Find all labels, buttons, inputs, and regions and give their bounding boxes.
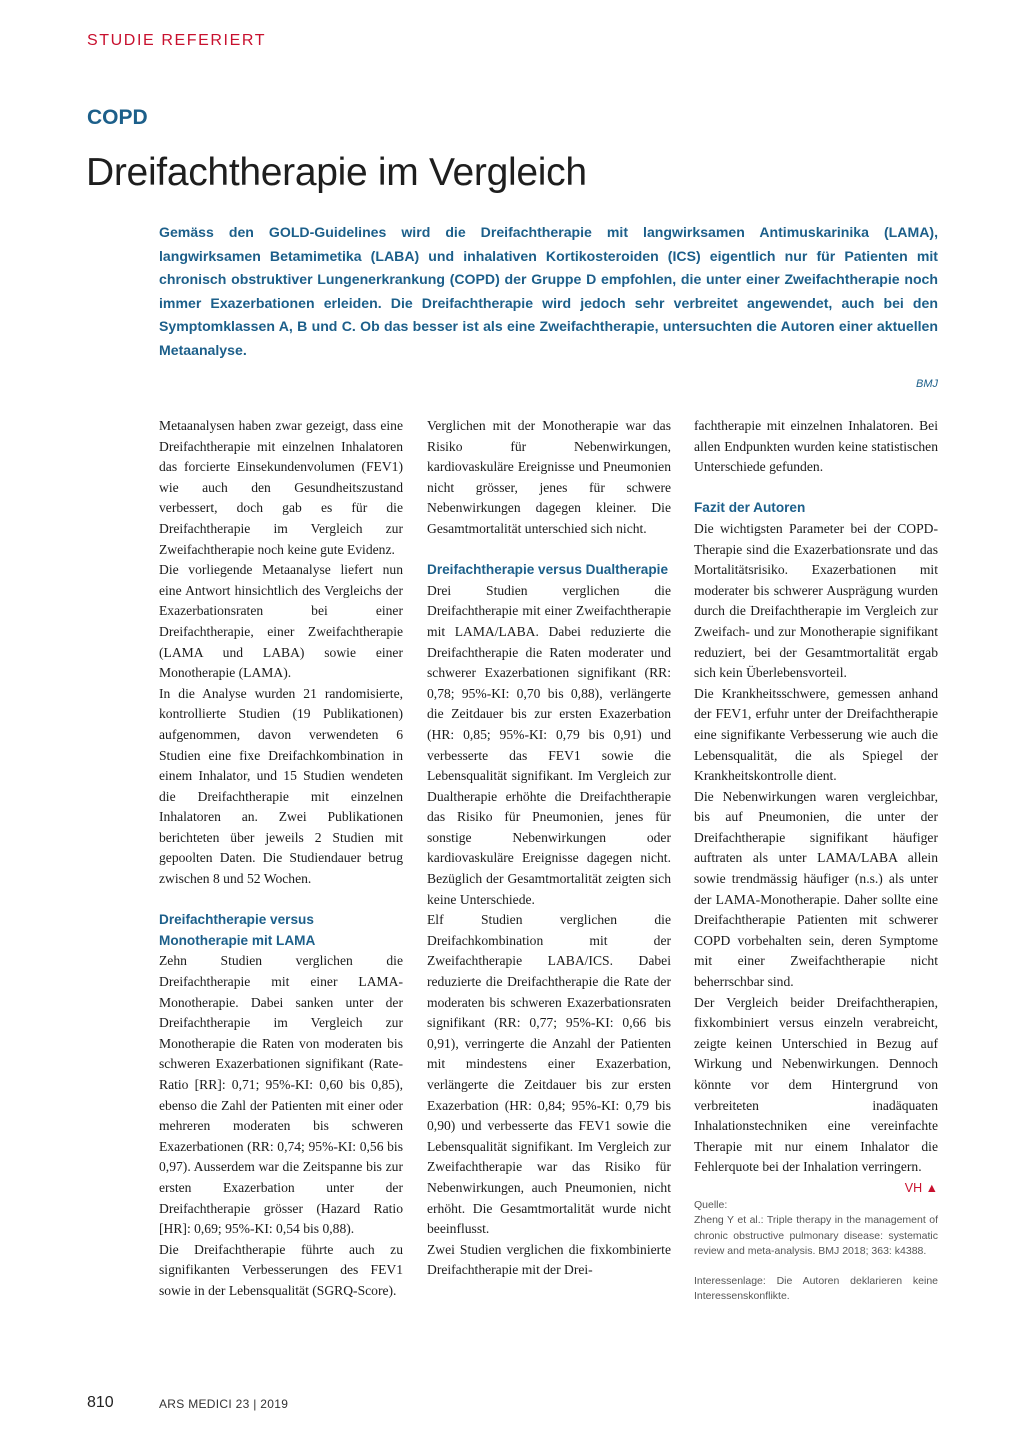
article-kicker: COPD [87,106,148,129]
paragraph: Die wichtigsten Parameter bei der COPD-Therapie sind die Exazerbationsrate und das Mortalitätsrisiko. Exazerbationen mit moderater bis schwerer Ausprägung wurden durch die Dreifachtherapie im Vergleich zur Zweifach- und zur Monotherapie signifikant reduziert, bei der Gesamtmortalität ergab sich kein Überlebensvorteil. [694,520,938,681]
body-column-3 [694,416,938,1305]
paragraph: Die Nebenwirkungen waren vergleichbar, bis auf Pneumonien, die unter der Dreifachtherapie signifikant häufiger auftraten als unter LAMA/LABA allein sowie trendmässig häufiger (n.s.) als unter der LAMA-Monotherapie. Daher sollte eine Dreifachtherapie Patienten mit schwerer COPD vorbehalten sein, deren Symptome mit einer Zweifachtherapie nicht beherrschbar sind. [694,788,938,990]
article-lead: Gemäss den GOLD-Guidelines wird die Dreifachtherapie mit langwirksamen Antimuskarinika (LAMA), langwirksamen Betamimetika (LABA) und inhalativen Kortikosteroiden (ICS) eigentlich nur für Patienten mit chronisch obstruktiver Lungenerkrankung (COPD) der Gruppe D empfohlen, die unter einer Zweifachtherapie noch immer Exazerbationen erleiden. Die Dreifachtherapie wird jedoch sehr verbreitet angewendet, auch bei den Symptomklassen A, B und C. Ob das besser ist als eine Zweifachtherapie, untersuchten die Autoren einer aktuellen Metaanalyse. [159,224,938,358]
lead-source: BMJ [916,378,938,390]
section-heading: Dreifachtherapie versus Monotherapie mit LAMA [159,912,316,948]
paragraph: Die vorliegende Metaanalyse liefert nun eine Antwort hinsichtlich des Vergleichs der Exazerbationsraten bei einer Dreifachtherapie, einer Zweifachtherapie (LAMA und LABA) sowie einer Monotherapie (LAMA). [159,562,403,681]
section-heading: Fazit der Autoren [694,500,806,516]
paragraph: Zehn Studien verglichen die Dreifachtherapie mit einer LAMA-Monotherapie. Dabei sanken unter der Dreifachtherapie im Vergleich zur Monotherapie die Raten von moderaten bis schweren Exazerbationen signifikant (Rate-Ratio [RR]: 0,71; 95%-KI: 0,60 bis 0,85), ebenso die Zahl der Patienten mit einer oder mehreren moderaten bis schweren Exazerbationen (RR: 0,74; 95%-KI: 0,56 bis 0,97). Ausserdem war die Zeitspanne bis zur ersten Exazerbation unter der Dreifachtherapie grösser (Hazard Ratio [HR]: 0,69; 95%-KI: 0,54 bis 0,88). [159,953,403,1237]
section-heading: Dreifachtherapie versus Dualtherapie [427,562,669,578]
paragraph: Zwei Studien verglichen die fixkombinierte Dreifachtherapie mit der Drei- [427,1241,671,1278]
paragraph: Der Vergleich beider Dreifachtherapien, fixkombiniert versus einzeln verabreicht, zeigte keinen Unterschied in Bezug auf Wirkung und Nebenwirkungen. Dennoch könnte vor dem Hintergrund von verbreiteten inadäquaten Inhalationstechniken eine vereinfachte Therapie mit nur einem Inhalator die Fehlerquote bei der Inhalation verringern. [694,994,938,1175]
paragraph: In die Analyse wurden 21 randomisierte, kontrollierte Studien (19 Publikationen) aufgenommen, davon verwendeten 6 Studien eine fixe Dreifachkombination in einem Inhalator, und 15 Studien wendeten die Dreifachtherapie mit einzelnen Inhalatoren an. Zwei Publikationen berichteten über jeweils 2 Studien mit gepoolten Daten. Die Studiendauer betrug zwischen 8 und 52 Wochen. [159,685,403,887]
conflict-of-interest: Interessenlage: Die Autoren deklarieren keine Interessenskonflikte. [694,1274,938,1303]
source-label: Quelle: [694,1198,728,1211]
body-column-1 [159,416,403,1302]
paragraph: Die Krankheitsschwere, gemessen anhand der FEV1, erfuhr unter der Dreifachtherapie eine signifikante Verbesserung wie auch die Lebensqualität, die als Spiegel der Krankheitskontrolle dient. [694,685,938,784]
paragraph: Drei Studien verglichen die Dreifachtherapie mit einer Zweifachtherapie mit LAMA/LABA. Dabei reduzierte die Dreifachtherapie die Raten moderater und schwerer Exazerbationen signifikant (RR: 0,78; 95%-KI: 0,70 bis 0,88), verlängerte die Zeitdauer bis zur ersten Exazerbation (HR: 0,85; 95%-KI: 0,79 bis 0,91) und verbesserte das FEV1 sowie die Lebensqualität signifikant. Im Vergleich zur Dualtherapie erhöhte die Dreifachtherapie das Risiko für Pneumonien, jenes für sonstige Nebenwirkungen oder kardiovaskuläre Ereignisse dagegen nicht. Bezüglich der Gesamtmortalität zeigten sich keine Unterschiede. [427,582,671,907]
page-number: 810 [87,1394,114,1411]
paragraph: Elf Studien verglichen die Dreifachkombination mit der Zweifachtherapie LABA/ICS. Dabei reduzierte die Dreifachtherapie die Rate der moderaten bis schweren Exazerbationsraten signifikant (RR: 0,77; 95%-KI: 0,66 bis 0,91), verringerte die Anzahl der Patienten mit mindestens einer Exazerbation, verlängerte die Zeitdauer bis zur ersten Exazerbation (HR: 0,84; 95%-KI: 0,79 bis 0,90) und verbesserte das FEV1 sowie die Lebensqualität signifikant. Im Vergleich zur Zweifachtherapie war das Risiko für Nebenwirkungen, auch Pneumonien, nicht erhöht. Die Gesamtmortalität wurde nicht beeinflusst. [427,912,671,1237]
article-title: Dreifachtherapie im Vergleich [86,151,587,194]
source-block [694,1198,938,1260]
source-citation: Zheng Y et al.: Triple therapy in the management of chronic obstructive pulmonary disease: systematic review and meta-analysis. BMJ 2018; 363: k4388. [694,1214,938,1258]
paragraph: Verglichen mit der Monotherapie war das Risiko für Nebenwirkungen, kardiovaskuläre Ereignisse und Pneumonien nicht grösser, jenes für schwere Nebenwirkungen dagegen kleiner. Die Gesamtmortalität unterschied sich nicht. [427,418,671,536]
paragraph: fachtherapie mit einzelnen Inhalatoren. Bei allen Endpunkten wurden keine statistischen Unterschiede gefunden. [694,418,938,475]
paragraph-with-signature [694,993,938,1195]
paragraph: Die Dreifachtherapie führte auch zu signifikanten Verbesserungen des FEV1 sowie in der Lebensqualität (SGRQ-Score). [159,1241,403,1298]
body-column-2 [427,416,671,1281]
section-label: STUDIE REFERIERT [87,32,267,49]
conflict-block [694,1274,938,1305]
author-signature: VH ▲ [904,1180,938,1195]
journal-issue: ARS MEDICI 23 | 2019 [159,1397,289,1411]
paragraph: Metaanalysen haben zwar gezeigt, dass eine Dreifachtherapie mit einzelnen Inhalatoren das forcierte Einsekundenvolumen (FEV1) wie auch den Gesundheitszustand verbessert, doch gab es für die Dreifachtherapie im Vergleich zur Zweifachtherapie noch keine gute Evidenz. [159,418,403,557]
